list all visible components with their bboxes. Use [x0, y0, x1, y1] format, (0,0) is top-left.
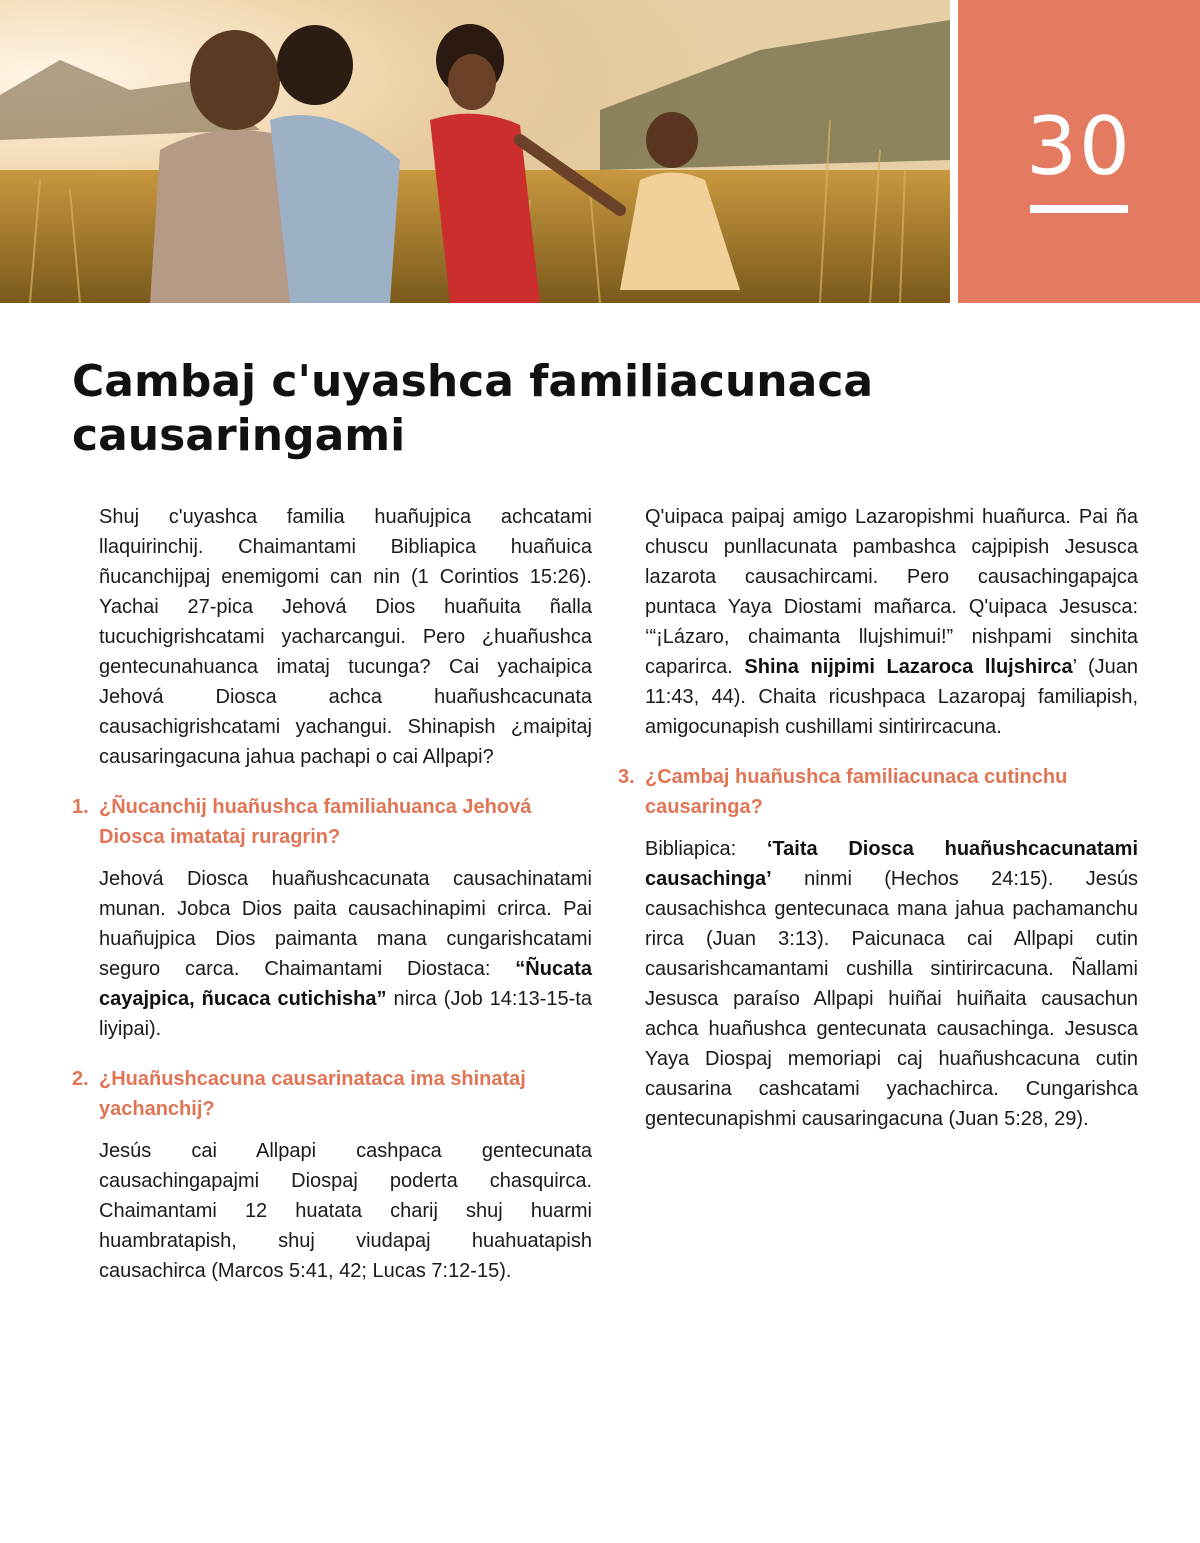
header-divider — [950, 0, 958, 303]
answer-text: ninmi (Hechos 24:15). Jesús causachishca gentecunaca mana jahua pachamanchu rirca (Juan 3:13). Paicunaca cai Allpapi cutin causarishcamantami cushilla sintirircacuna. Ñallami Jesusca paraíso Allpapi huiñai huiñaita causachun achca huañushca gentecunata causachinga. Jesusca Yaya Diospaj memoriapi caj huañushcacuna cutin causarina cashcatami yachachirca. Cungarishca gentecunapishmi causaringacuna (Juan 5:28, 29). — [645, 868, 1138, 1130]
intro-paragraph: Shuj c'uyashca familia huañujpica achcatami llaquirinchij. Chaimantami Bibliapica huañuica ñucanchijpaj enemigomi can nin (1 Corintios 15:26). Yachai 27-pica Jehová Dios huañuita ñalla tucuchigrishcatami yacharcangui. Pero ¿huañushca gentecunahuanca imataj tucunga? Cai yachaipica Jehová Diosca achca huañushcacunata causachigrishcatami yachangui. Shinapish ¿maipitaj causaringacuna jahua pachapi o cai Allpapi? — [99, 506, 592, 768]
scripture-quote: Shina nijpimi Lazaroca llujshirca — [744, 656, 1073, 678]
question-number: 2. — [72, 1068, 89, 1090]
scripture-quote: “Ñucata cayajpica, ñucaca cutichisha” — [99, 958, 592, 1010]
lesson-number: 30 — [1026, 100, 1132, 193]
question-text: ¿Ñucanchij huañushca familiahuanca Jehová Diosca imatataj ruragrin? — [99, 796, 532, 848]
answer-2-continued — [618, 502, 1138, 742]
question-number: 3. — [618, 766, 635, 788]
answer-text: Jehová Diosca huañushcacunata causachinatami munan. Jobca Dios paita causachinapimi crirca. Pai huañujpica Dios paimanta mana cungarishcatami seguro carca. Chaimantami Diostaca: — [99, 868, 592, 980]
hero-photo — [0, 0, 950, 303]
question-text: ¿Huañushcacuna causarinataca ima shinataj yachanchij? — [99, 1068, 526, 1120]
question-text: ¿Cambaj huañushca familiacunaca cutinchu causaringa? — [645, 766, 1068, 818]
answer-text: Bibliapica: — [645, 838, 767, 860]
answer-text: ’ (Juan 11:43, 44). Chaita ricushpaca Lazaropaj familiapish, amigocunapish cushillami sintirircacuna. — [645, 656, 1138, 738]
answer-text: Q'uipaca paipaj amigo Lazaropishmi huañurca. Pai ña chuscu punllacunata pambashca cajpipish Jesusca lazarota causachircami. Pero causachingapajca puntaca Yaya Diostami mañarca. Q'uipaca Jesusca: ‘“¡Lázaro, chaimanta llujshimui!” nishpami sinchita caparirca. — [645, 506, 1138, 678]
answer-text: nirca (Job 14:13-15-ta liyipai). — [99, 988, 592, 1040]
scripture-quote: ‘Taita Diosca huañushcacunatami causachinga’ — [645, 838, 1138, 890]
lesson-number-rule — [1030, 205, 1128, 213]
lesson-number-box — [958, 0, 1200, 303]
page-title: Cambaj c'uyashca familiacunaca causaringami — [72, 356, 874, 461]
answer-3-paragraph — [618, 834, 1138, 1134]
left-column — [72, 502, 592, 1306]
question-1 — [72, 792, 592, 852]
right-column — [618, 502, 1138, 1154]
question-number: 1. — [72, 796, 89, 818]
answer-2-paragraph: Jesús cai Allpapi cashpaca gentecunata causachingapajmi Diospaj poderta chasquirca. Chaimantami 12 huatata charij shuj huarmi huambratapish, shuj viudapaj huahuatapish causachirca (Marcos 5:41, 42; Lucas 7:12-15). — [99, 1140, 592, 1282]
family-photo-image — [0, 0, 950, 303]
answer-1-paragraph — [72, 864, 592, 1044]
question-2 — [72, 1064, 592, 1124]
question-3 — [618, 762, 1138, 822]
